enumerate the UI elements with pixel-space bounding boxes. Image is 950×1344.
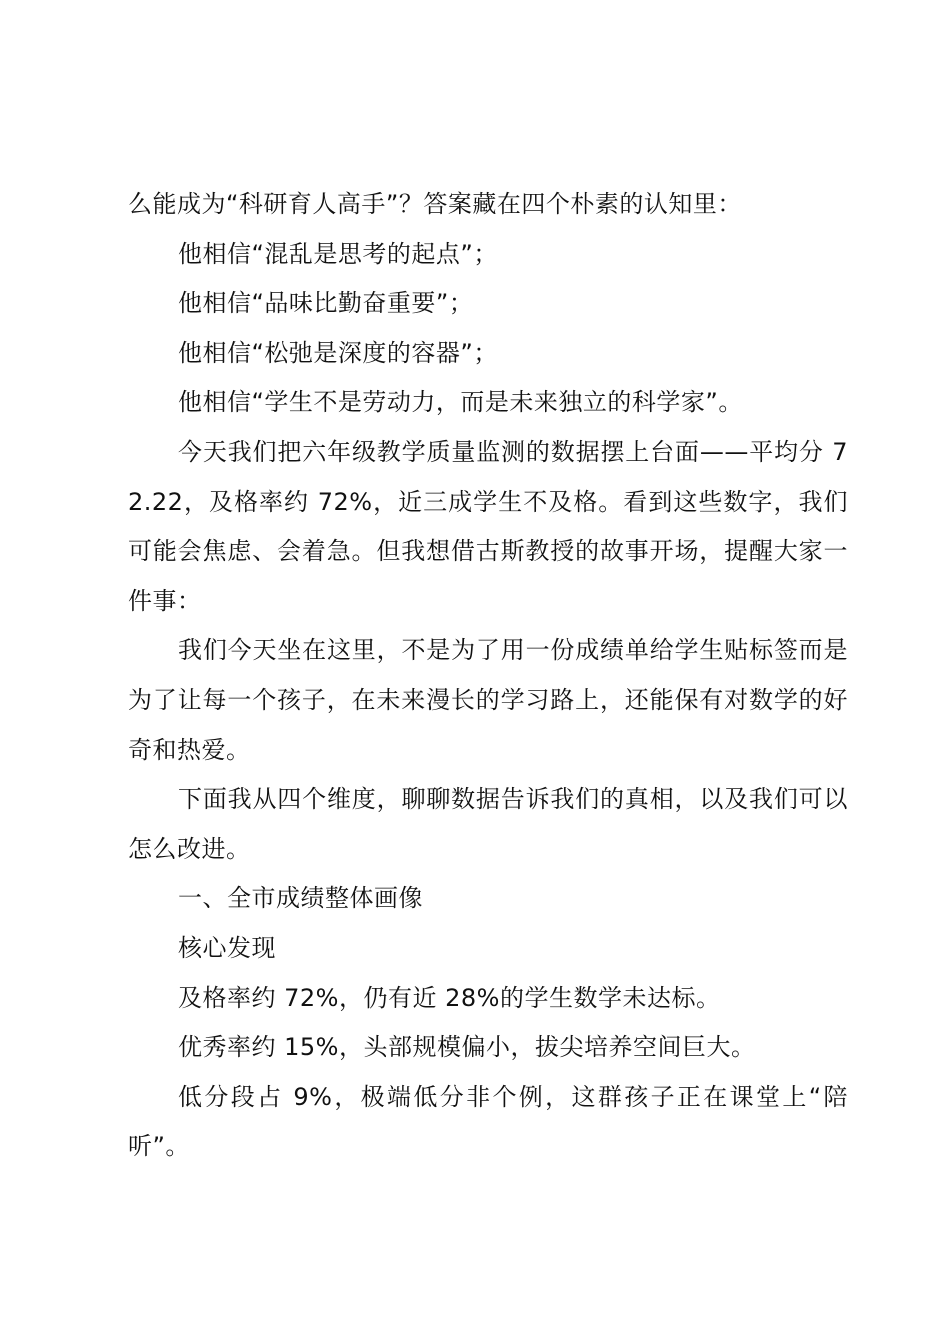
finding-low-score: 低分段占 9%，极端低分非个例，这群孩子正在课堂上“陪听”。 — [128, 1082, 848, 1161]
section-heading-overall-portrait: 一、全市成绩整体画像 — [178, 884, 423, 913]
paragraph-data-overview: 今天我们把六年级教学质量监测的数据摆上台面——平均分 72.22，及格率约 72%，近三成学生不及格。看到这些数字，我们可能会焦虑、会着急。但我想借古斯教授的故事开场，提醒大家一件事： — [128, 437, 848, 615]
paragraph-belief-taste: 他相信“品味比勤奋重要”； — [178, 289, 474, 318]
document-body — [128, 180, 848, 1172]
paragraph-intro-question: 么能成为“科研育人高手”？答案藏在四个朴素的认知里： — [128, 190, 742, 218]
finding-pass-rate: 及格率约 72%，仍有近 28%的学生数学未达标。 — [178, 983, 721, 1012]
paragraph-purpose: 我们今天坐在这里，不是为了用一份成绩单给学生贴标签而是为了让每一个孩子，在未来漫长的学习路上，还能保有对数学的好奇和热爱。 — [128, 636, 848, 764]
paragraph-belief-students: 他相信“学生不是劳动力，而是未来独立的科学家”。 — [178, 388, 743, 417]
paragraph-four-dimensions: 下面我从四个维度，聊聊数据告诉我们的真相，以及我们可以怎么改进。 — [128, 785, 848, 863]
paragraph-belief-chaos: 他相信“混乱是思考的起点”； — [178, 239, 498, 268]
subheading-core-findings: 核心发现 — [178, 933, 276, 962]
finding-excellence-rate: 优秀率约 15%，头部规模偏小，拔尖培养空间巨大。 — [178, 1033, 756, 1062]
paragraph-belief-relax: 他相信“松弛是深度的容器”； — [178, 338, 498, 367]
